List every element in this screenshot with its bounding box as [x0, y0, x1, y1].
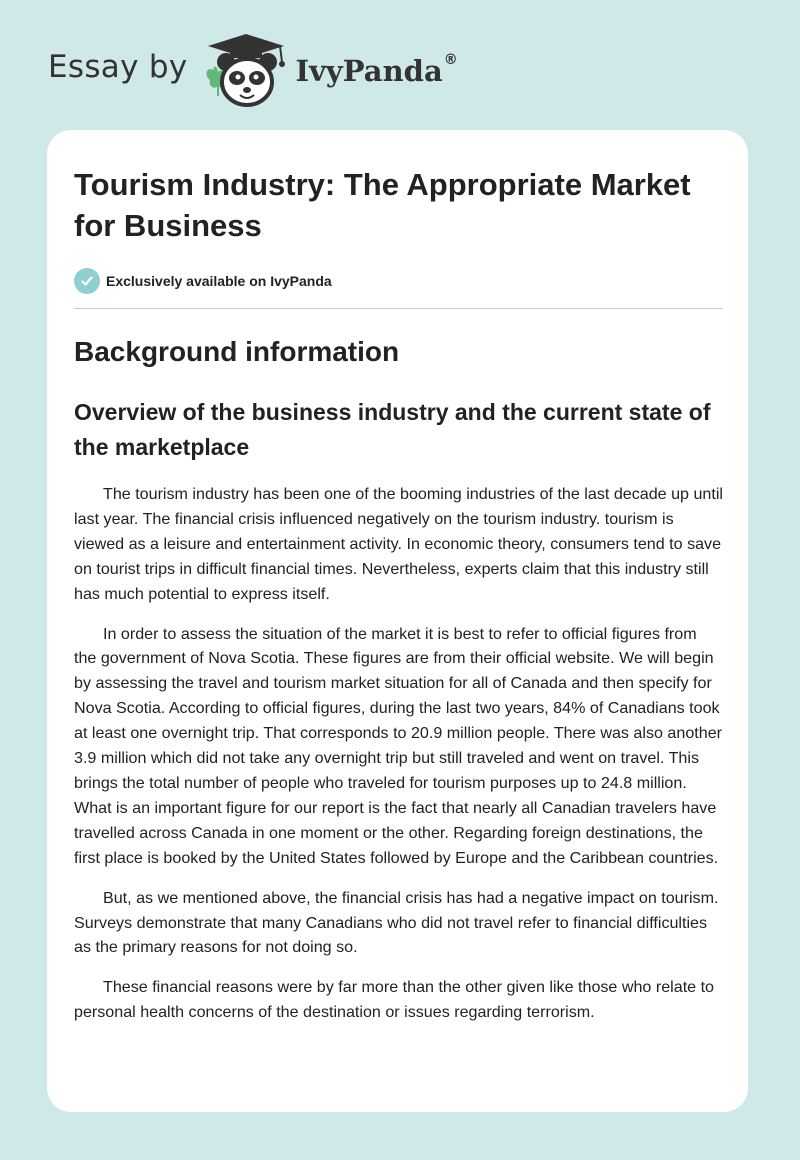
essay-title: Tourism Industry: The Appropriate Market for Business: [74, 167, 691, 243]
check-icon: [74, 268, 100, 294]
exclusive-badge: [74, 268, 723, 294]
exclusive-badge-text: Exclusively available on IvyPanda: [106, 273, 332, 289]
essay-card: [47, 130, 748, 1112]
subsection-heading: Overview of the business industry and the current state of the marketplace: [74, 399, 711, 460]
essay-content: [74, 164, 723, 1025]
title-divider: [74, 308, 723, 309]
essay-by-label: Essay by: [48, 49, 188, 85]
panda-graduate-logo-icon[interactable]: [200, 30, 292, 110]
body-paragraph: But, as we mentioned above, the financial crisis has had a negative impact on tourism. Surveys demonstrate that many Canadians who did not travel refer to financial difficulties as the primary reasons for not doing so.: [74, 888, 719, 957]
body-paragraph: In order to assess the situation of the market it is best to refer to official figures from the government of Nova Scotia. These figures are from their official website. We will begin by assessing the travel and tourism market situation for all of Canada and then specify for Nova Scotia. According to official figures, during the last two years, 84% of Canadians took at least one overnight trip. That corresponds to 20.9 million people. There was also another 3.9 million which did not take any overnight trip but still traveled and went on travel. This brings the total number of people who traveled for tourism purposes up to 24.8 million. What is an important figure for our report is the fact that nearly all Canadian travelers have travelled across Canada in one moment or the other. Regarding foreign destinations, the first place is booked by the United States followed by Europe and the Caribbean countries.: [74, 624, 723, 867]
registered-mark: ®: [443, 52, 458, 68]
site-header: [48, 30, 458, 110]
brand-name[interactable]: [296, 54, 458, 88]
brand-name-text: IvyPanda: [295, 54, 443, 88]
body-paragraph: These financial reasons were by far more than the other given like those who relate to personal health concerns of the destination or issues regarding terrorism.: [74, 978, 715, 1022]
body-paragraph: The tourism industry has been one of the booming industries of the last decade up until last year. The financial crisis influenced negatively on the tourism industry. tourism is viewed as a leisure and entertainment activity. In economic theory, consumers tend to save on tourist trips in difficult financial times. Nevertheless, experts claim that this industry still has much potential to express itself.: [74, 485, 723, 603]
section-heading: Background information: [74, 336, 400, 367]
